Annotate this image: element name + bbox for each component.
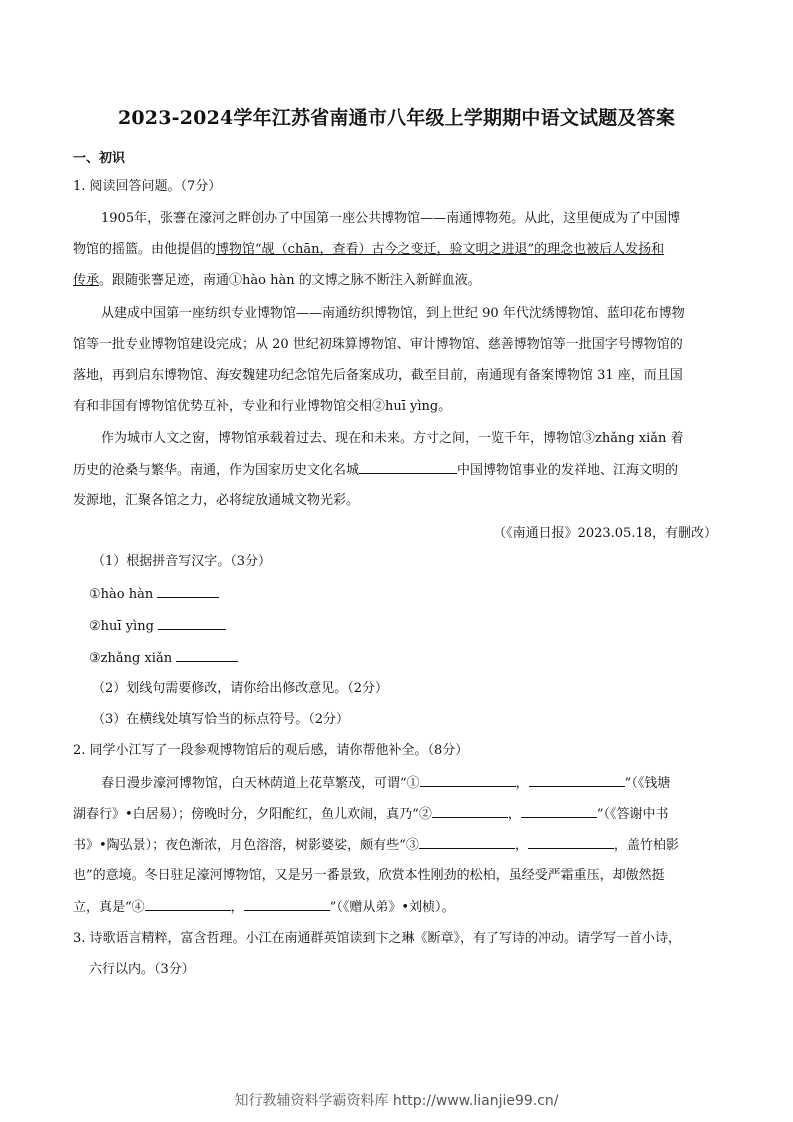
pinyin-1-answer-blank[interactable] bbox=[157, 585, 219, 598]
poem-3a-blank[interactable] bbox=[419, 836, 515, 849]
q2-line-5 bbox=[73, 898, 455, 917]
q1-paragraph-3-line-2 bbox=[73, 461, 678, 480]
q2-l2-text: 湖春行》•白居易）；傍晚时分，夕阳酡红，鱼儿欢闹，真乃“② bbox=[73, 807, 432, 822]
q1-sub-question-2: （2）划线句需要修改，请你给出修改意见。（2分） bbox=[92, 681, 389, 696]
underlined-sentence: 博物馆“觇（chān，查看）古今之变迁，验文明之进退”的理念也被后人发扬和 bbox=[216, 242, 665, 257]
pinyin-2-answer-blank[interactable] bbox=[158, 617, 226, 630]
q1-paragraph-3-line-1: 作为城市人文之窗，博物馆承载着过去、现在和未来。方寸之间，一览千年，博物馆③zhǎng xiǎn 着 bbox=[101, 431, 684, 446]
q1-paragraph-1-line-3 bbox=[73, 272, 481, 290]
q2-comma: ， bbox=[230, 900, 244, 915]
q2-l1-text: 春日漫步濠河博物馆，白天林荫道上花草繁茂，可谓“① bbox=[101, 776, 420, 791]
question-2-stem: 2. 同学小江写了一段参观博物馆后的观后感，请你帮他补全。（8分） bbox=[73, 743, 469, 758]
q2-line-3 bbox=[73, 836, 679, 855]
poem-1a-blank[interactable] bbox=[420, 774, 516, 787]
q1-p1-text-end: 。跟随张謇足迹，南通①hào hàn 的文博之脉不断注入新鲜血液。 bbox=[99, 273, 481, 288]
q2-comma: ， bbox=[507, 807, 521, 822]
q1-paragraph-2-line-1: 从建成中国第一座纺织专业博物馆——南通纺织博物馆，到上世纪 90 年代沈绣博物馆、蓝印花布博物 bbox=[101, 306, 685, 321]
q1-p3-text-b: 中国博物馆事业的发祥地、江海文明的 bbox=[457, 463, 679, 478]
q1-sub-question-1: （1）根据拼音写汉字。（3分） bbox=[92, 554, 272, 569]
poem-4b-blank[interactable] bbox=[244, 898, 330, 911]
question-3-stem-cont: 六行以内。（3分） bbox=[89, 962, 195, 977]
question-3-stem: 3. 诗歌语言精粹，富含哲理。小江在南通群英馆读到卞之琳《断章》，有了写诗的冲动。请学写一首小诗， bbox=[73, 931, 682, 946]
pinyin-3-label: ③zhǎng xiǎn bbox=[89, 651, 173, 666]
poem-3b-blank[interactable] bbox=[528, 836, 614, 849]
q1-paragraph-3-line-3: 发源地，汇聚各馆之力，必将绽放通城文物光彩。 bbox=[73, 493, 360, 508]
q1-paragraph-1-line-2 bbox=[73, 241, 664, 259]
q2-line-2 bbox=[73, 805, 669, 824]
q2-line-4: 也”的意境。冬日驻足濠河博物馆，又是另一番景致，欣赏本性刚劲的松柏，虽经受严霜重压，却傲然挺 bbox=[73, 868, 665, 883]
pinyin-2-label: ②huī yìng bbox=[89, 619, 154, 634]
poem-2b-blank[interactable] bbox=[521, 805, 597, 818]
page-title: 2023-2024学年江苏省南通市八年级上学期期中语文试题及答案 bbox=[117, 107, 676, 129]
q2-line-1 bbox=[101, 774, 670, 793]
q2-l5-text: 立，真是“④ bbox=[73, 900, 145, 915]
section-heading: 一、初识 bbox=[73, 151, 126, 166]
q1-p3-text-a: 历史的沧桑与繁华。南通，作为国家历史文化名城 bbox=[73, 463, 360, 478]
q2-l3-text: 书》•陶弘景）；夜色渐浓，月色溶溶，树影婆娑，颇有些“③ bbox=[73, 838, 419, 853]
q2-l3-text-end: ，盖竹柏影 bbox=[613, 838, 679, 853]
q2-l1-source: ”（《钱塘 bbox=[624, 776, 671, 791]
q2-comma: ， bbox=[514, 838, 528, 853]
question-1-stem: 1. 阅读回答问题。（7分） bbox=[73, 179, 222, 194]
q1-paragraph-2-line-3: 落地，再到启东博物馆、海安魏建功纪念馆先后备案成功，截至目前，南通现有备案博物馆 31 座，而且国 bbox=[73, 368, 683, 383]
pinyin-item-3 bbox=[89, 649, 238, 668]
q1-sub-question-3: （3）在横线处填写恰当的标点符号。（2分） bbox=[92, 712, 350, 727]
poem-2a-blank[interactable] bbox=[432, 805, 508, 818]
pinyin-1-label: ①hào hàn bbox=[89, 587, 154, 602]
pinyin-3-answer-blank[interactable] bbox=[176, 649, 238, 662]
source-citation: （《南通日报》2023.05.18，有删改） bbox=[493, 526, 717, 541]
pinyin-item-1 bbox=[89, 585, 219, 604]
q2-l5-source: ”（《赠从弟》•刘桢）。 bbox=[329, 900, 455, 915]
q2-comma: ， bbox=[515, 776, 529, 791]
punctuation-blank[interactable] bbox=[359, 461, 457, 474]
q1-paragraph-1-line-1: 1905年，张謇在濠河之畔创办了中国第一座公共博物馆——南通博物苑。从此，这里便成为了中国博 bbox=[101, 211, 681, 226]
q1-p1-text: 物馆的摇篮。由他提倡的 bbox=[73, 242, 217, 257]
footer-watermark: 知行教辅资料学霸资料库 http://www.lianjie99.cn/ bbox=[234, 1093, 559, 1109]
poem-1b-blank[interactable] bbox=[529, 774, 625, 787]
q1-paragraph-2-line-4: 有和非国有博物馆优势互补，专业和行业博物馆交相②huī yìng。 bbox=[73, 399, 452, 414]
q1-paragraph-2-line-2: 馆等一批专业博物馆建设完成；从 20 世纪初珠算博物馆、审计博物馆、慈善博物馆等一批国字号博物馆的 bbox=[73, 337, 683, 352]
underlined-sentence-end: 传承 bbox=[73, 273, 100, 288]
pinyin-item-2 bbox=[89, 617, 226, 636]
poem-4a-blank[interactable] bbox=[145, 898, 231, 911]
q2-l2-source: ”（《答谢中书 bbox=[596, 807, 669, 822]
